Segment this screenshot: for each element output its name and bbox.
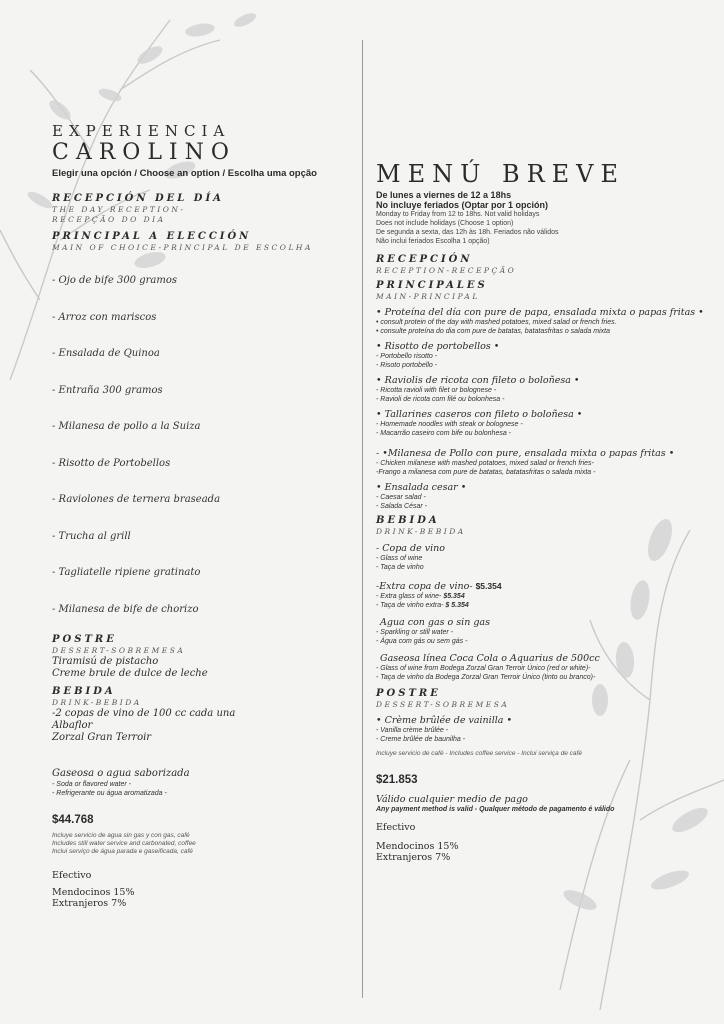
service-note: Incluye servicio de agua sin gas y con gas, café [52, 831, 190, 839]
drink-item: -2 copas de vino de 100 cc cada una [52, 707, 236, 719]
soda-line: - Refrigerante ou água aromatizada - [52, 789, 167, 797]
dish-translation: - Salada César - [376, 503, 427, 510]
main-choice-subheading: MAIN OF CHOICE-PRINCIPAL DE ESCOLHA [52, 243, 313, 252]
info-line: De segunda a sexta, das 12h às 18h. Feriados não válidos [376, 229, 559, 236]
reception-subheading-1: THE DAY RECEPTION- [52, 205, 186, 214]
payment-method: Efectivo [52, 869, 92, 881]
list-item: - Raviolones de ternera braseada [52, 494, 221, 505]
main-choice-heading: PRINCIPAL A ELECCIÓN [52, 231, 252, 242]
dish-name: • Proteína del día con pure de papa, ensalada mixta o papas fritas • [376, 307, 704, 318]
menu-breve-title: MENÚ BREVE [376, 160, 626, 188]
list-item [376, 341, 706, 370]
dish-translation: - Ravioli de ricota com filé ou bolonhesa - [376, 396, 505, 403]
mains-heading: PRINCIPALES [376, 280, 488, 291]
discount-line: Extranjeros 7% [376, 852, 451, 863]
dish-list [52, 275, 342, 624]
list-item: - Milanesa de pollo a la Suiza [52, 421, 201, 432]
extra-wine [376, 581, 706, 592]
dessert-heading: POSTRE [376, 688, 441, 699]
soda-line: - Soda or flavored water - [52, 780, 131, 788]
list-item: - Trucha al grill [52, 530, 131, 542]
extra-wine-line [376, 592, 706, 601]
soda-line: - Glass of wine from Bodega Zorzal Gran Terroir Único (red or white)- [376, 665, 591, 672]
dish-translation: - Macarrão caseiro com bife ou bolonhesa - [376, 430, 512, 437]
mains-subheading: MAIN-PRINCIPAL [376, 292, 480, 301]
experiencia-carolino-menu [52, 122, 342, 909]
list-item: - Ojo de bife 300 gramos [52, 275, 177, 286]
dessert-subheading: DESSERT-SOBREMESA [376, 700, 510, 709]
list-item: - Arroz con mariscos [52, 311, 157, 323]
list-item: - Ensalada de Quinoa [52, 348, 160, 359]
menu-breve [376, 160, 706, 863]
extra-wine-title: -Extra copa de vino- [376, 581, 473, 592]
dessert-line: - Creme brûlée de baunilha - [376, 736, 466, 743]
dessert-item: Tiramisú de pistacho [52, 655, 159, 667]
dish-name: - •Milanesa de Pollo con pure, ensalada mixta o papas fritas • [376, 448, 675, 459]
water-line: - Água com gás ou sem gás - [376, 638, 468, 645]
payment-method: Efectivo [376, 822, 416, 833]
holiday-line: No incluye feriados (Optar por 1 opción) [376, 200, 549, 210]
discount-line: Mendocinos 15% [52, 886, 135, 898]
list-item [376, 409, 706, 438]
extra-wine-line-price: $5.354 [443, 593, 465, 600]
dish-translation: - Homemade noodles with steak or bolognese - [376, 421, 523, 428]
column-divider [362, 40, 363, 998]
list-item [376, 482, 706, 511]
dessert-item: Creme brule de dulce de leche [52, 667, 208, 679]
service-note: Inclui serviço de água parada e gaseificada, café [52, 847, 193, 855]
reception-subheading: RECEPTION-RECEPÇÃO [376, 266, 517, 275]
drink-subheading: DRINK-BEBIDA [52, 697, 142, 707]
drink-item: Zorzal Gran Terroir [52, 731, 152, 743]
wine-title: - Copa de vino [376, 543, 445, 554]
info-line: Não inclui feriados Escolha 1 opção) [376, 238, 490, 245]
list-item: - Tagliatelle ripiene gratinato [52, 567, 201, 578]
service-note: Includes still water service and carbonated, coffee [52, 839, 196, 847]
dish-translation: -Frango a milanesa com pure de batatas, batatasfritas o salada mixta - [376, 469, 596, 476]
discount-line: Extranjeros 7% [52, 897, 127, 909]
extra-wine-line [376, 601, 706, 610]
schedule-line: De lunes a viernes de 12 a 18hs [376, 190, 512, 200]
soda-title: Gaseosa o agua saborizada [52, 767, 190, 779]
dish-name: • Ensalada cesar • [376, 482, 467, 493]
info-line: Does not include holidays (Choose 1 option) [376, 220, 514, 227]
soda-title: Gaseosa línea Coca Cola o Aquarius de 500cc [380, 653, 600, 664]
dish-translation: - Chicken milanese with mashed potatoes, mixed salad or french fries- [376, 460, 594, 467]
dish-translation: • consulte proteína do dia com pure de batatas, batatasfritas o salada mixta [376, 328, 610, 335]
mains-list [376, 307, 706, 511]
dish-translation: - Ricotta ravioli with filet or bolognese - [376, 387, 497, 394]
reception-subheading-2: RECEPÇÃO DO DIA [52, 215, 166, 224]
dessert-name: • Crème brûlée de vainilla • [376, 715, 513, 726]
dish-name: • Risotto de portobellos • [376, 341, 500, 352]
dessert-heading: POSTRE [52, 633, 117, 645]
extra-wine-line-price: $ 5.354 [445, 602, 469, 609]
water-title: Agua con gas o sin gas [380, 617, 490, 628]
wine-line: - Taça de vinho [376, 564, 424, 571]
dish-name: • Raviolis de ricota con fileto o boloñesa • [376, 375, 580, 386]
info-line: Monday to Friday from 12 to 18hs. Not valid holidays [376, 211, 540, 218]
price: $44.768 [52, 813, 94, 826]
dish-translation: • consult protein of the day with mashed potatoes, mixed salad or french fries. [376, 319, 617, 326]
dish-translation: - Portobello risotto - [376, 353, 438, 360]
reception-heading: RECEPCIÓN DEL DÍA [52, 193, 224, 204]
reception-heading: RECEPCIÓN [376, 254, 473, 265]
list-item: - Risotto de Portobellos [52, 457, 171, 469]
choose-option-text: Elegir una opción / Choose an option / Escolha uma opção [52, 168, 317, 179]
soda-line: - Taça de vinho da Bodega Zorzal Gran Terroir Único (tinto ou branco)- [376, 674, 596, 681]
coffee-note: Incluye servicio de café - Includes coffee service - Inclui serviça de café [376, 750, 582, 757]
drink-heading: BEBIDA [52, 685, 116, 697]
drink-heading: BEBIDA [376, 515, 440, 526]
dish-translation: - Caesar salad - [376, 494, 426, 501]
list-item [376, 307, 706, 336]
list-item [376, 375, 706, 404]
drink-subheading: DRINK-BEBIDA [376, 527, 466, 536]
extra-wine-line-text: - Extra glass of wine- [376, 593, 442, 600]
menu-title-line2: CAROLINO [52, 140, 236, 165]
payment-valid-translation: Any payment method is valid - Qualquer método de pagamento é válido [376, 806, 615, 813]
dish-name: • Tallarines caseros con fileto o boloñesa • [376, 409, 583, 420]
dish-translation: - Risoto portobello - [376, 362, 438, 369]
list-item: - Entraña 300 gramos [52, 384, 163, 396]
dessert-line: - Vanilla crème brûlée - [376, 727, 449, 734]
wine-line: - Glass of wine [376, 555, 423, 562]
menu-title-line1: EXPERIENCIA [52, 122, 231, 140]
extra-wine-line-text: - Taça de vinho extra- [376, 602, 444, 609]
list-item: - Milanesa de bife de chorizo [52, 603, 199, 615]
discount-line: Mendocinos 15% [376, 841, 459, 852]
drink-item: Albaflor [52, 719, 93, 731]
extra-wine-price: $5.354 [475, 581, 502, 591]
payment-valid: Válido cualquier medio de pago [376, 794, 528, 805]
dessert-subheading: DESSERT-SOBREMESA [52, 645, 186, 655]
price: $21.853 [376, 774, 418, 786]
list-item [376, 448, 706, 477]
water-line: - Sparkling or still water - [376, 629, 454, 636]
